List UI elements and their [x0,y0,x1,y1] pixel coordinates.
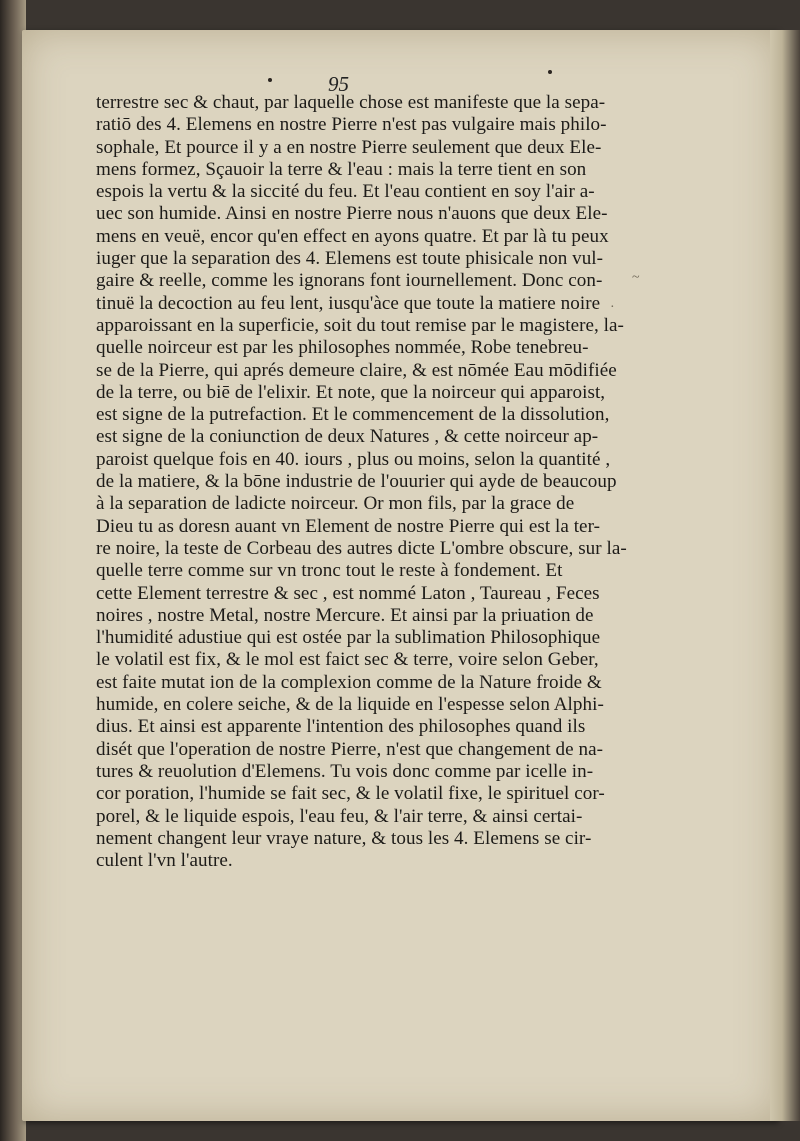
text-line: cette Element terrestre & sec , est nommé Laton , Taureau , Feces [96,582,600,604]
margin-scribble: · [610,300,615,315]
text-line: porel, & le liquide espois, l'eau feu, & l'air terre, & ainsi certai- [96,805,583,827]
text-line: ratiō des 4. Elemens en nostre Pierre n'est pas vulgaire mais philo- [96,114,607,136]
text-line: à la separation de ladicte noirceur. Or mon fils, par la grace de [96,493,575,515]
text-line: sophale, Et pource il y a en nostre Pierre seulement que deux Ele- [96,136,602,158]
text-line: uec son humide. Ainsi en nostre Pierre nous n'auons que deux Ele- [96,203,608,225]
body-text [96,92,627,872]
text-line: se de la Pierre, qui aprés demeure claire, & est nōmée Eau mōdifiée [96,359,617,381]
text-line: Dieu tu as doresn auant vn Element de nostre Pierre qui est la ter- [96,515,601,537]
text-line: de la terre, ou biē de l'elixir. Et note, que la noirceur qui apparoist, [96,381,606,403]
text-line: de la matiere, & la bōne industrie de l'ouurier qui ayde de beaucoup [96,471,617,493]
text-line: paroist quelque fois en 40. iours , plus ou moins, selon la quantité , [96,448,611,470]
text-line: humide, en colere seiche, & de la liquide en l'espesse selon Alphi- [96,694,604,716]
text-line: le volatil est fix, & le mol est faict sec & terre, voire selon Geber, [96,649,599,671]
text-line: terrestre sec & chaut, par laquelle chose est manifeste que la sepa- [96,92,606,113]
text-line: tinuë la decoction au feu lent, iusqu'àce que toute la matiere noire [96,292,601,314]
text-line: apparoissant en la superficie, soit du tout remise par le magistere, la- [96,314,624,336]
text-line: re noire, la teste de Corbeau des autres dicte L'ombre obscure, sur la- [96,537,627,559]
text-line: est signe de la putrefaction. Et le commencement de la dissolution, [96,404,610,426]
text-line: tures & reuolution d'Elemens. Tu vois donc comme par icelle in- [96,760,594,782]
text-line: mens formez, Sçauoir la terre & l'eau : mais la terre tient en son [96,158,587,180]
text-line: l'humidité adustiue qui est ostée par la sublimation Philosophique [96,627,601,649]
text-line: cor poration, l'humide se fait sec, & le volatil fixe, le spirituel cor- [96,783,605,805]
text-line: espois la vertu & la siccité du feu. Et l'eau contient en soy l'air a- [96,181,595,203]
text-line: mens en veuë, encor qu'en effect en ayons quatre. Et par là tu peux [96,225,609,247]
text-line: culent l'vn l'autre. [96,850,233,872]
text-line: gaire & reelle, comme les ignorans font iournellement. Donc con- [96,270,603,292]
text-line: quelle terre comme sur vn tronc tout le reste à fondement. Et [96,560,563,582]
text-line: nement changent leur vraye nature, & tous les 4. Elemens se cir- [96,827,592,849]
ink-spot [268,78,272,82]
ink-spot [548,70,552,74]
margin-scribble: ~ [632,270,640,285]
text-line: dius. Et ainsi est apparente l'intention des philosophes quand ils [96,716,586,738]
text-line: quelle noirceur est par les philosophes nommée, Robe tenebreu- [96,337,589,359]
text-line: disét que l'operation de nostre Pierre, n'est que changement de na- [96,738,604,760]
text-line: noires , nostre Metal, nostre Mercure. Et ainsi par la priuation de [96,604,594,626]
text-line: est signe de la coniunction de deux Natures , & cette noirceur ap- [96,426,599,448]
page-stack-edge [770,30,800,1121]
text-line: est faite mutat ion de la complexion comme de la Nature froide & [96,671,602,693]
page-number: 95 [328,72,349,96]
text-line: iuger que la separation des 4. Elemens est toute phisicale non vul- [96,248,604,270]
